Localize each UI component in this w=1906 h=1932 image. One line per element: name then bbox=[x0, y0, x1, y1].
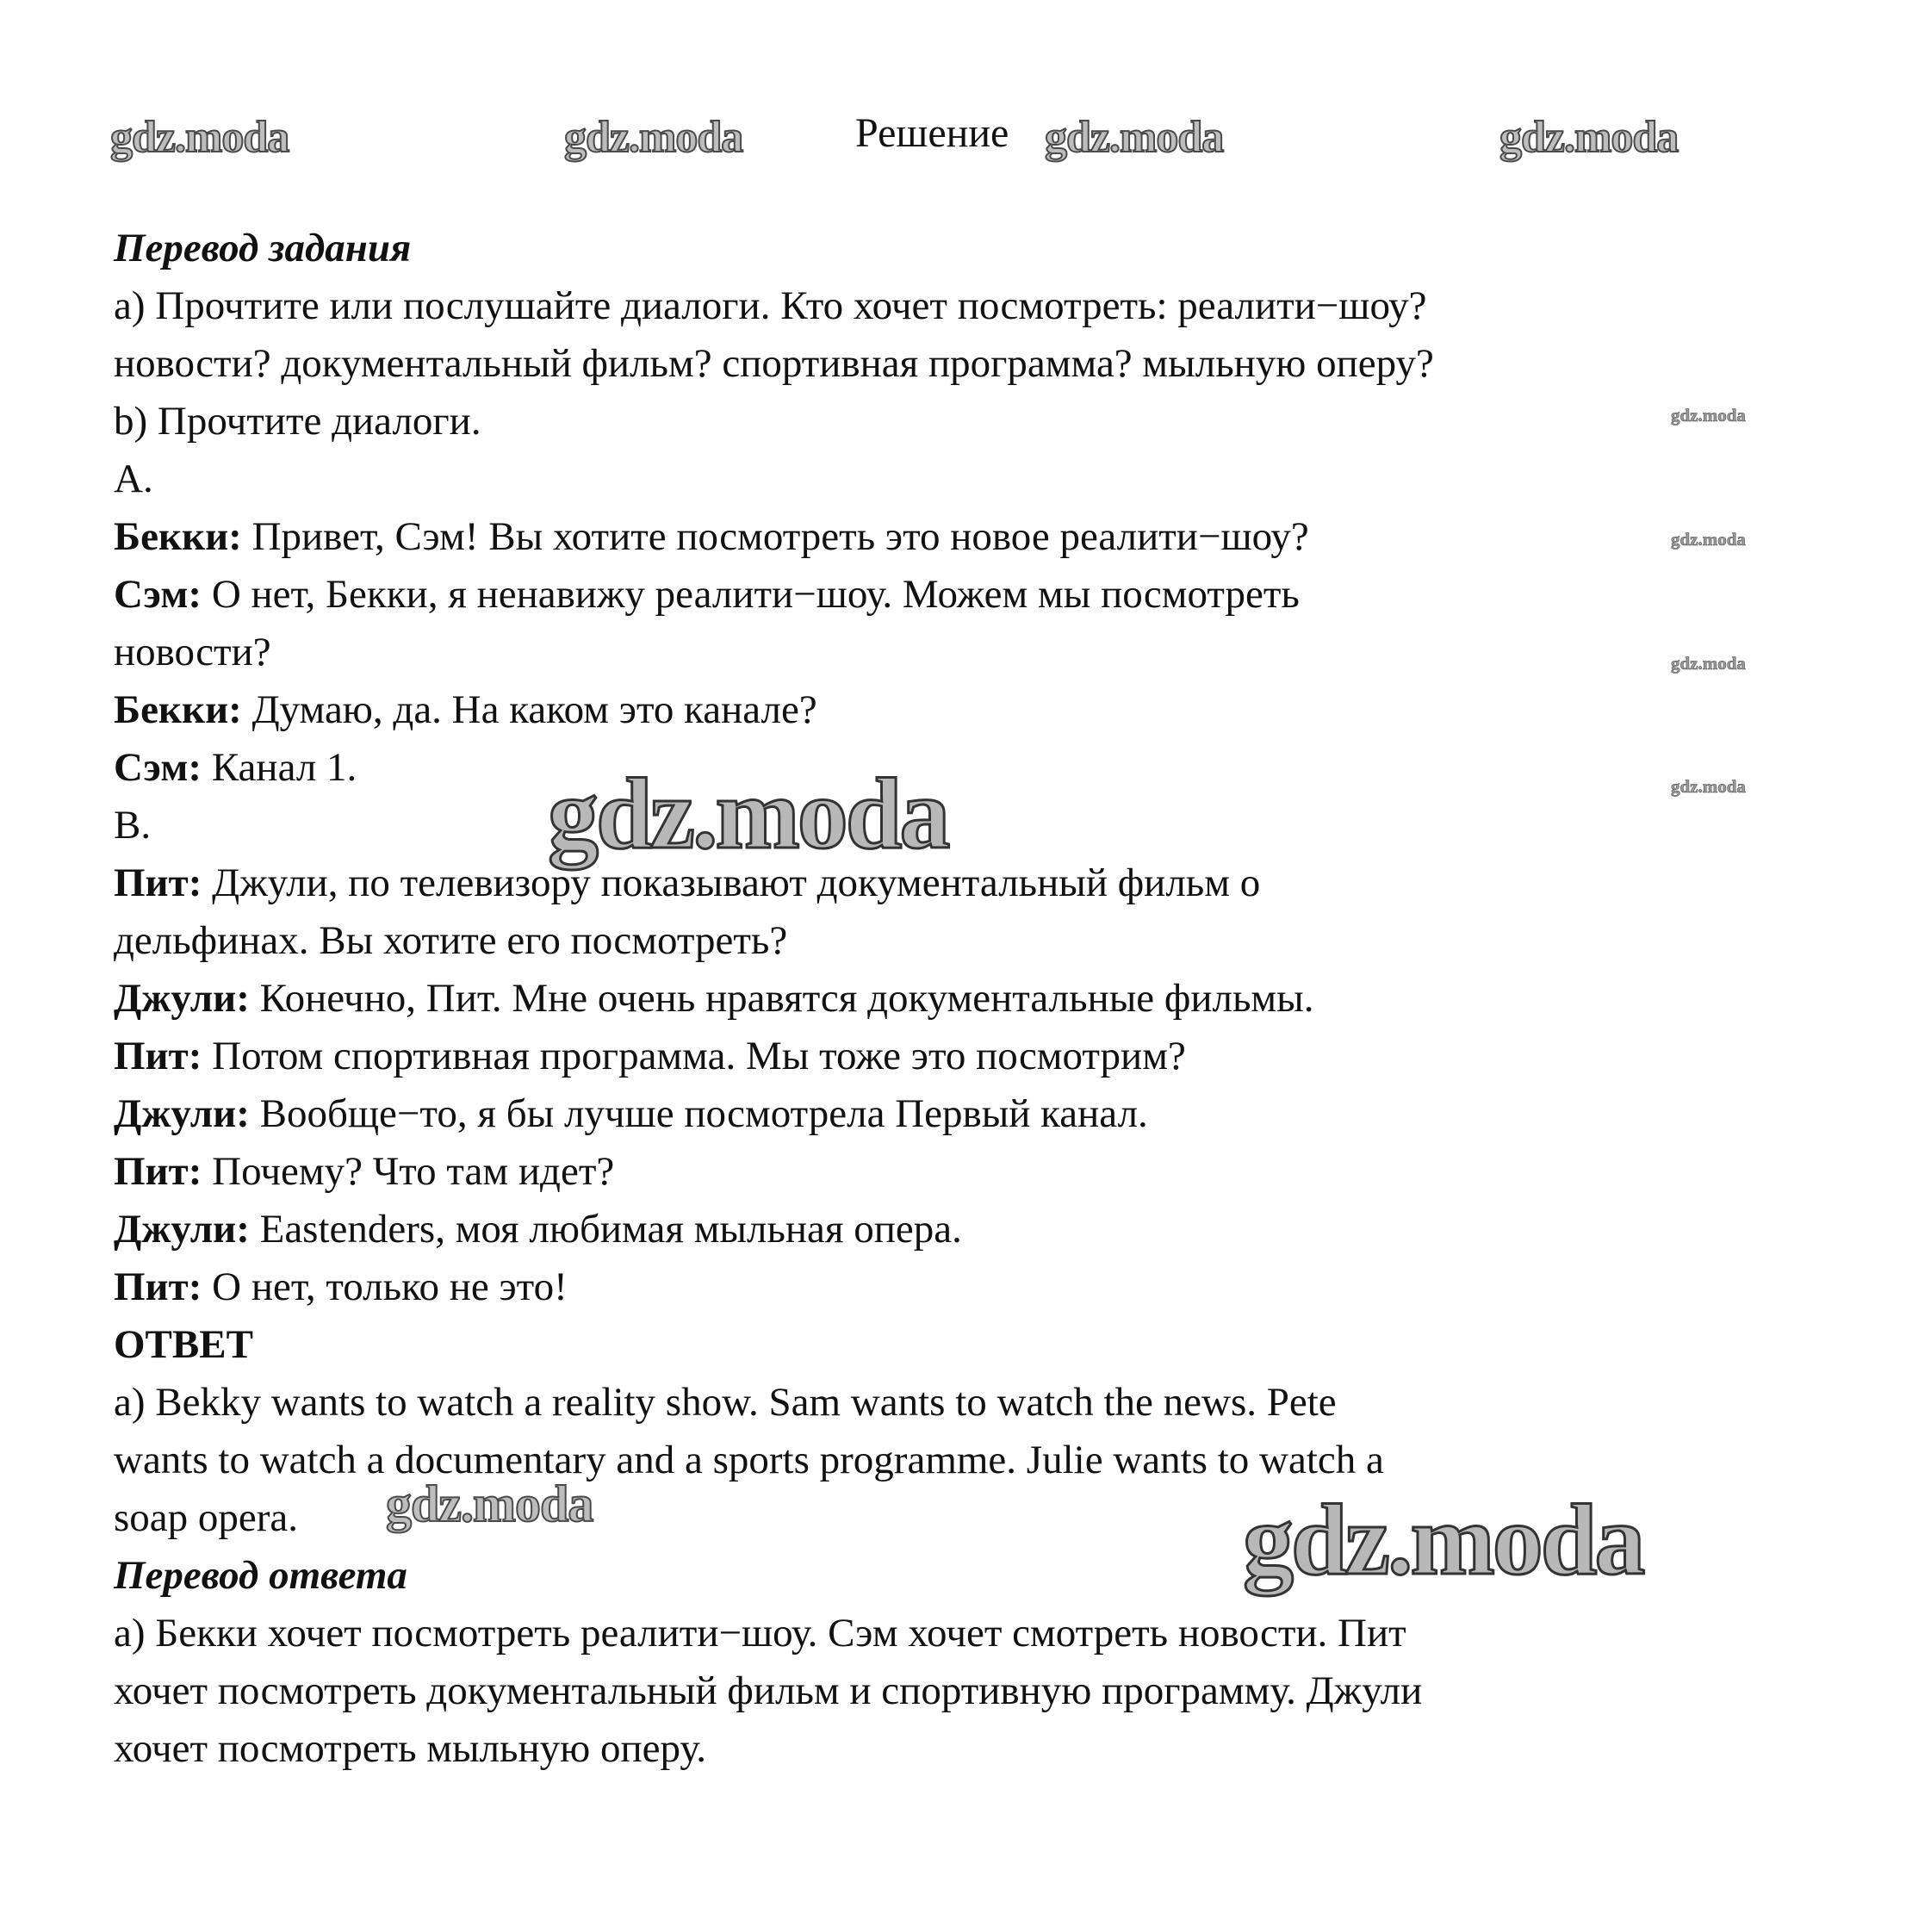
dialogue-line bbox=[114, 508, 1802, 566]
dialogue-line bbox=[114, 1085, 1802, 1143]
dialogue-line bbox=[114, 1143, 1802, 1201]
speech: Вообще−то, я бы лучше посмотрела Первый канал. bbox=[249, 1091, 1148, 1136]
speech: Канал 1. bbox=[202, 745, 357, 790]
answer-translation-heading: Перевод ответа bbox=[114, 1553, 407, 1598]
speaker: Джули: bbox=[114, 1091, 250, 1136]
speech: О нет, Бекки, я ненавижу реалити−шоу. Можем мы посмотреть bbox=[202, 572, 1300, 617]
dialogue-line bbox=[114, 624, 1802, 681]
dialogue-label: B. bbox=[114, 803, 152, 848]
text-line: wants to watch a documentary and a sports programme. Julie wants to watch a bbox=[114, 1438, 1384, 1482]
document-body bbox=[114, 220, 1802, 1778]
text-line: а) Бекки хочет посмотреть реалити−шоу. Сэм хочет смотреть новости. Пит bbox=[114, 1611, 1406, 1656]
page-title: Решение bbox=[855, 110, 1009, 156]
speaker: Джули: bbox=[114, 976, 250, 1021]
task-translation-heading: Перевод задания bbox=[114, 226, 412, 270]
speaker: Пит: bbox=[114, 1264, 202, 1309]
text-line: a) Bekky wants to watch a reality show. Sam wants to watch the news. Pete bbox=[114, 1380, 1337, 1425]
dialogue-line bbox=[114, 1201, 1802, 1258]
watermark: gdz.moda bbox=[1499, 113, 1679, 162]
text-line: хочет посмотреть документальный фильм и спортивную программу. Джули bbox=[114, 1668, 1423, 1713]
dialogue-line bbox=[114, 912, 1802, 970]
watermark: gdz.moda bbox=[1671, 405, 1746, 426]
dialogue-line bbox=[114, 854, 1802, 912]
speech: Почему? Что там идет? bbox=[202, 1149, 615, 1194]
text-line: новости? документальный фильм? спортивная программа? мыльную оперу? bbox=[114, 341, 1434, 386]
text-line: хочет посмотреть мыльную оперу. bbox=[114, 1726, 706, 1771]
speech: Привет, Сэм! Вы хотите посмотреть это новое реалити−шоу? bbox=[241, 514, 1309, 559]
speaker: Бекки: bbox=[114, 514, 242, 559]
dialogue-label: A. bbox=[114, 457, 153, 501]
speech: новости? bbox=[114, 630, 271, 674]
speaker: Джули: bbox=[114, 1207, 250, 1252]
speech: дельфинах. Вы хотите его посмотреть? bbox=[114, 918, 788, 963]
speech: Потом спортивная программа. Мы тоже это посмотрим? bbox=[202, 1034, 1186, 1078]
speech: Думаю, да. На каком это канале? bbox=[241, 687, 817, 732]
speaker: Пит: bbox=[114, 1149, 202, 1194]
speaker: Сэм: bbox=[114, 745, 202, 790]
dialogue-line bbox=[114, 1028, 1802, 1085]
watermark: gdz.moda bbox=[1671, 776, 1746, 797]
speaker: Пит: bbox=[114, 860, 202, 905]
dialogue-line bbox=[114, 1258, 1802, 1316]
speech: Eastenders, моя любимая мыльная опера. bbox=[249, 1207, 962, 1252]
speaker: Пит: bbox=[114, 1034, 202, 1078]
watermark: gdz.moda bbox=[386, 1475, 593, 1532]
dialogue-line bbox=[114, 739, 1802, 797]
speech: Конечно, Пит. Мне очень нравятся документальные фильмы. bbox=[249, 976, 1314, 1021]
dialogue-line bbox=[114, 681, 1802, 739]
speaker: Бекки: bbox=[114, 687, 242, 732]
watermark: gdz.moda bbox=[564, 113, 743, 162]
dialogue-line bbox=[114, 566, 1802, 624]
text-line: soap opera. bbox=[114, 1495, 299, 1540]
answer-heading: ОТВЕТ bbox=[114, 1322, 253, 1367]
speech: Джули, по телевизору показывают документальный фильм о bbox=[202, 860, 1261, 905]
watermark: gdz.moda bbox=[548, 757, 948, 870]
text-line: b) Прочтите диалоги. bbox=[114, 399, 481, 444]
watermark: gdz.moda bbox=[1671, 653, 1746, 674]
text-line: а) Прочтите или послушайте диалоги. Кто хочет посмотреть: реалити−шоу? bbox=[114, 283, 1427, 328]
watermark: gdz.moda bbox=[1045, 113, 1224, 162]
watermark: gdz.moda bbox=[1671, 529, 1746, 550]
dialogue-line bbox=[114, 970, 1802, 1028]
speech: О нет, только не это! bbox=[202, 1264, 568, 1309]
watermark: gdz.moda bbox=[110, 113, 289, 162]
watermark: gdz.moda bbox=[1243, 1483, 1643, 1596]
speaker: Сэм: bbox=[114, 572, 202, 617]
